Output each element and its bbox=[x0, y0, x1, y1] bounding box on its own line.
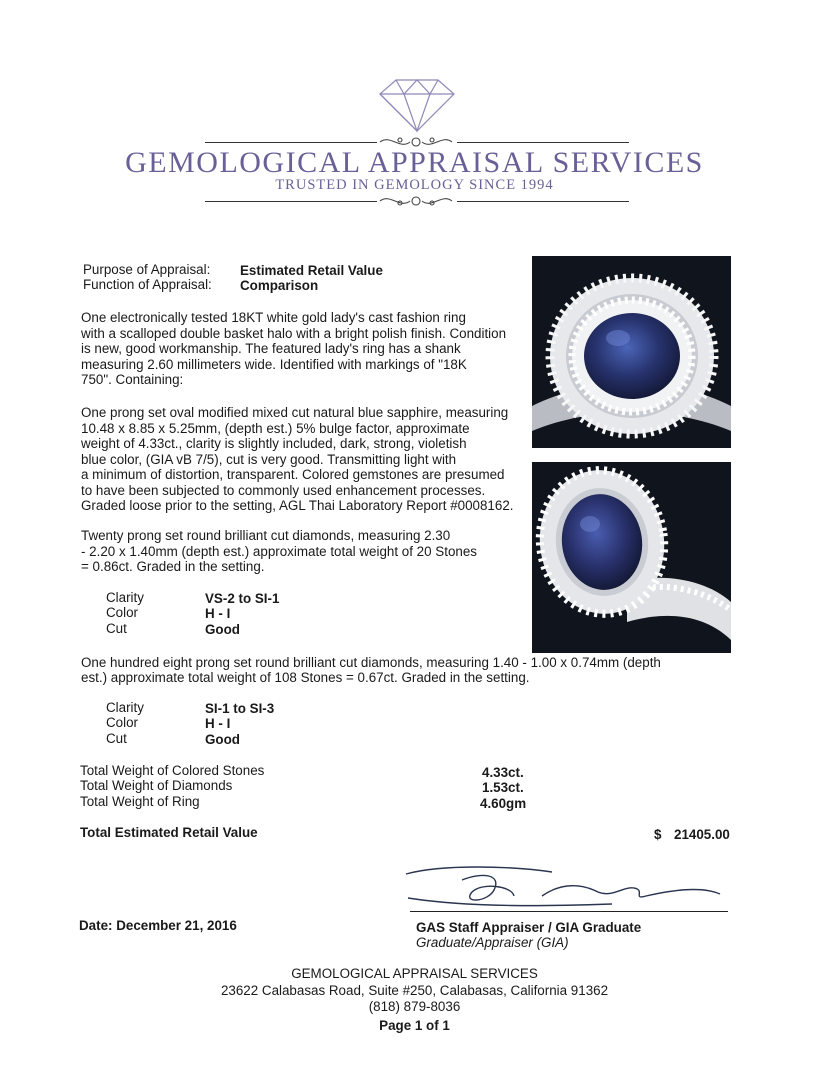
ring-line: 750". Containing: bbox=[81, 372, 184, 387]
diamonds-20-line: - 2.20 x 1.40mm (depth est.) approximate total weight of 20 Stones bbox=[81, 543, 477, 559]
header-rule-top-left bbox=[205, 142, 377, 143]
clarity-value: VS-2 to SI-1 bbox=[205, 591, 280, 606]
diamonds-20-line: = 0.86ct. Graded in the setting. bbox=[81, 559, 265, 574]
page-number: Page 1 of 1 bbox=[379, 1018, 450, 1033]
currency-symbol: $ bbox=[654, 827, 662, 842]
diamond-logo-icon bbox=[374, 76, 460, 134]
purpose-label: Purpose of Appraisal: bbox=[83, 262, 211, 277]
cut-label: Cut bbox=[106, 731, 127, 746]
total-ring-value: 4.60gm bbox=[480, 796, 527, 811]
cut-value: Good bbox=[205, 732, 240, 747]
footer-company: GEMOLOGICAL APPRAISAL SERVICES bbox=[291, 966, 538, 981]
sapphire-line: 10.48 x 8.85 x 5.25mm, (depth est.) 5% bulge factor, approximate bbox=[81, 420, 470, 436]
total-retail-value: 21405.00 bbox=[674, 827, 730, 842]
footer-address: 23622 Calabasas Road, Suite #250, Calabasas, California 91362 bbox=[220, 983, 609, 998]
appraiser-title: GAS Staff Appraiser / GIA Graduate bbox=[416, 920, 642, 935]
total-retail-label: Total Estimated Retail Value bbox=[80, 825, 258, 840]
ring-line: is new, good workmanship. The featured lady's ring has a shank bbox=[81, 341, 461, 356]
purpose-value: Estimated Retail Value bbox=[240, 263, 383, 278]
total-colored-value: 4.33ct. bbox=[482, 765, 524, 780]
header-rule-top-right bbox=[457, 142, 629, 143]
footer-phone: (818) 879-8036 bbox=[368, 999, 461, 1014]
total-colored-label: Total Weight of Colored Stones bbox=[80, 763, 265, 778]
date-label: Date: December 21, 2016 bbox=[79, 918, 237, 933]
clarity-label: Clarity bbox=[106, 590, 144, 605]
sapphire-line: Graded loose prior to the setting, AGL Thai Laboratory Report #0008162. bbox=[81, 498, 514, 513]
total-diamonds-value: 1.53ct. bbox=[482, 780, 524, 795]
ring-photo-top bbox=[532, 256, 731, 448]
diamonds-108-line: One hundred eight prong set round brilliant cut diamonds, measuring 1.40 - 1.00 x 0.74mm (depth bbox=[81, 655, 661, 670]
sapphire-line: blue color, (GIA vB 7/5), cut is very good. Transmitting light with bbox=[81, 451, 457, 467]
sapphire-line: to have been subjected to commonly used enhancement processes. bbox=[81, 482, 486, 498]
sapphire-line: weight of 4.33ct., clarity is slightly included, dark, strong, violetish bbox=[81, 436, 467, 451]
color-value: H - I bbox=[205, 606, 231, 621]
ring-top-view-image bbox=[532, 256, 731, 448]
company-name: GEMOLOGICAL APPRAISAL SERVICES bbox=[125, 146, 704, 179]
function-value: Comparison bbox=[240, 278, 319, 293]
diamonds-20-description bbox=[81, 528, 526, 575]
diamonds-108-line: est.) approximate total weight of 108 Stones = 0.67ct. Graded in the setting. bbox=[81, 670, 530, 685]
signature-line bbox=[410, 911, 728, 912]
sapphire-line: a minimum of distortion, transparent. Colored gemstones are presumed bbox=[81, 467, 505, 482]
clarity-label: Clarity bbox=[106, 700, 144, 715]
function-label: Function of Appraisal: bbox=[83, 277, 212, 292]
ring-photo-angled bbox=[532, 462, 731, 653]
cut-value: Good bbox=[205, 622, 240, 637]
cut-label: Cut bbox=[106, 621, 127, 636]
ornament-bottom-icon bbox=[376, 191, 456, 211]
sapphire-line: One prong set oval modified mixed cut natural blue sapphire, measuring bbox=[81, 405, 509, 420]
total-ring-label: Total Weight of Ring bbox=[80, 794, 200, 809]
tagline: TRUSTED IN GEMOLOGY SINCE 1994 bbox=[275, 177, 554, 193]
color-label: Color bbox=[106, 715, 138, 730]
appraiser-subtitle: Graduate/Appraiser (GIA) bbox=[416, 935, 569, 950]
color-label: Color bbox=[106, 605, 138, 620]
header-rule-bottom-right bbox=[457, 201, 629, 202]
ring-description bbox=[81, 310, 526, 388]
total-diamonds-label: Total Weight of Diamonds bbox=[80, 778, 233, 793]
clarity-value: SI-1 to SI-3 bbox=[205, 701, 275, 716]
color-value: H - I bbox=[205, 716, 231, 731]
diamonds-20-line: Twenty prong set round brilliant cut diamonds, measuring 2.30 bbox=[81, 528, 451, 543]
sapphire-description bbox=[81, 405, 526, 514]
ring-line: One electronically tested 18KT white gold lady's cast fashion ring bbox=[81, 310, 466, 325]
header-rule-bottom-left bbox=[205, 201, 377, 202]
ring-angled-view-image bbox=[532, 462, 731, 653]
ring-line: with a scalloped double basket halo with a bright polish finish. Condition bbox=[81, 325, 507, 341]
appraiser-signature bbox=[402, 862, 732, 912]
ring-line: measuring 2.60 millimeters wide. Identified with markings of "18K bbox=[81, 356, 467, 372]
